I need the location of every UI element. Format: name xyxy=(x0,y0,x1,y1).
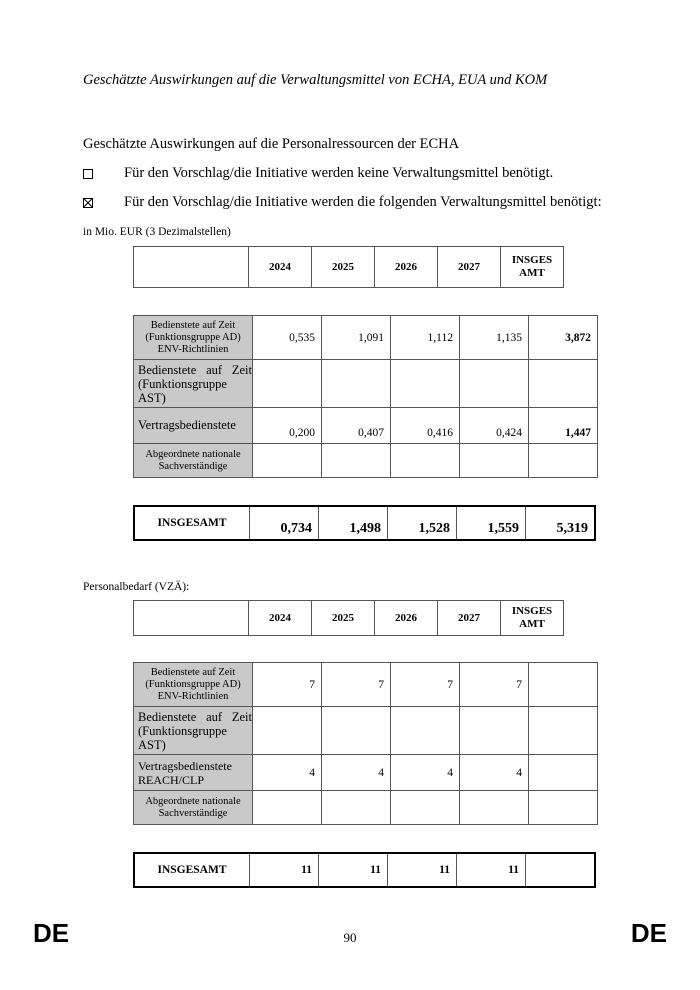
total-label: INSGESAMT xyxy=(134,506,250,540)
value-cell xyxy=(391,707,460,755)
table2-body xyxy=(133,662,598,825)
value-cell xyxy=(460,707,529,755)
section-heading: Geschätzte Auswirkungen auf die Verwaltungsmittel von ECHA, EUA und KOM xyxy=(83,72,548,88)
checkbox-unchecked-icon[interactable] xyxy=(83,169,93,179)
value-cell xyxy=(391,791,460,825)
language-code-right: DE xyxy=(630,918,667,948)
total-row xyxy=(134,853,595,887)
value-cell: 7 xyxy=(391,663,460,707)
value-cell xyxy=(460,444,529,478)
value-cell xyxy=(322,707,391,755)
table-row xyxy=(134,755,598,791)
table1-body xyxy=(133,315,598,478)
table1-header xyxy=(133,246,564,288)
row-label: Abgeordnete nationale Sachverständige xyxy=(134,444,253,478)
value-cell: 0,407 xyxy=(322,408,391,444)
checkbox-checked-icon[interactable] xyxy=(83,198,93,208)
table1-total xyxy=(133,505,596,541)
total-cell xyxy=(529,663,598,707)
unit-note: in Mio. EUR (3 Dezimalstellen) xyxy=(83,226,231,238)
grand-total-cell: 1,498 xyxy=(319,506,388,540)
total-cell xyxy=(529,707,598,755)
grand-total-cell: 11 xyxy=(388,853,457,887)
total-cell xyxy=(529,791,598,825)
header-empty-cell xyxy=(134,247,249,288)
grand-total-cell: 11 xyxy=(250,853,319,887)
year-header: 2025 xyxy=(312,601,375,636)
row-label: Bedienstete auf Zeit (Funktionsgruppe AST) xyxy=(134,707,253,755)
value-cell: 0,200 xyxy=(253,408,322,444)
total-cell: 1,447 xyxy=(529,408,598,444)
value-cell xyxy=(322,791,391,825)
total-cell xyxy=(529,755,598,791)
year-header: 2027 xyxy=(438,247,501,288)
value-cell xyxy=(253,444,322,478)
table-row xyxy=(134,707,598,755)
grand-total-cell: 1,559 xyxy=(457,506,526,540)
value-cell: 7 xyxy=(460,663,529,707)
value-cell: 1,091 xyxy=(322,316,391,360)
option-resources-required[interactable] xyxy=(83,194,602,211)
page-number: 90 xyxy=(343,930,357,945)
grand-total-cell: 1,528 xyxy=(388,506,457,540)
table-row xyxy=(134,663,598,707)
row-label: Bedienstete auf Zeit (Funktionsgruppe AST) xyxy=(134,360,253,408)
year-header: 2027 xyxy=(438,601,501,636)
row-label: Abgeordnete nationale Sachverständige xyxy=(134,791,253,825)
language-code-left: DE xyxy=(33,918,70,948)
option-no-resources[interactable] xyxy=(83,165,553,182)
value-cell xyxy=(460,360,529,408)
value-cell: 1,112 xyxy=(391,316,460,360)
unit-note: Personalbedarf (VZÄ): xyxy=(83,581,190,593)
grand-total-cell xyxy=(526,853,596,887)
total-cell: 3,872 xyxy=(529,316,598,360)
grand-total-cell: 5,319 xyxy=(526,506,596,540)
total-header: INSGES AMT xyxy=(501,247,564,288)
value-cell: 0,535 xyxy=(253,316,322,360)
year-header: 2024 xyxy=(249,247,312,288)
value-cell xyxy=(322,444,391,478)
table-row xyxy=(134,316,598,360)
grand-total-cell: 0,734 xyxy=(250,506,319,540)
row-label: Bedienstete auf Zeit (Funktionsgruppe AD) ENV-Richtlinien xyxy=(134,663,253,707)
value-cell xyxy=(391,360,460,408)
year-header: 2026 xyxy=(375,247,438,288)
total-cell xyxy=(529,444,598,478)
table2-total xyxy=(133,852,596,888)
row-label: Vertragsbedienstete REACH/CLP xyxy=(134,755,253,791)
table-row xyxy=(134,360,598,408)
option-text: Für den Vorschlag/die Initiative werden die folgenden Verwaltungsmittel benötigt: xyxy=(124,194,602,210)
table-row xyxy=(134,444,598,478)
header-empty-cell xyxy=(134,601,249,636)
year-header: 2026 xyxy=(375,601,438,636)
row-label: Vertragsbedienstete xyxy=(134,408,253,444)
option-text: Für den Vorschlag/die Initiative werden keine Verwaltungsmittel benötigt. xyxy=(124,165,554,181)
total-header: INSGES AMT xyxy=(501,601,564,636)
value-cell xyxy=(253,707,322,755)
value-cell: 7 xyxy=(253,663,322,707)
value-cell xyxy=(322,360,391,408)
value-cell: 4 xyxy=(391,755,460,791)
value-cell: 4 xyxy=(322,755,391,791)
value-cell: 0,416 xyxy=(391,408,460,444)
table-row xyxy=(134,791,598,825)
total-label: INSGESAMT xyxy=(134,853,250,887)
value-cell xyxy=(460,791,529,825)
grand-total-cell: 11 xyxy=(319,853,388,887)
value-cell: 4 xyxy=(253,755,322,791)
value-cell: 1,135 xyxy=(460,316,529,360)
year-header: 2025 xyxy=(312,247,375,288)
value-cell xyxy=(391,444,460,478)
grand-total-cell: 11 xyxy=(457,853,526,887)
value-cell: 0,424 xyxy=(460,408,529,444)
value-cell: 4 xyxy=(460,755,529,791)
total-row xyxy=(134,506,595,540)
value-cell: 7 xyxy=(322,663,391,707)
subsection-heading: Geschätzte Auswirkungen auf die Personalressourcen der ECHA xyxy=(83,136,460,152)
year-header: 2024 xyxy=(249,601,312,636)
table2-header xyxy=(133,600,564,636)
table-row xyxy=(134,408,598,444)
value-cell xyxy=(253,360,322,408)
value-cell xyxy=(253,791,322,825)
row-label: Bedienstete auf Zeit (Funktionsgruppe AD) ENV-Richtlinien xyxy=(134,316,253,360)
total-cell xyxy=(529,360,598,408)
